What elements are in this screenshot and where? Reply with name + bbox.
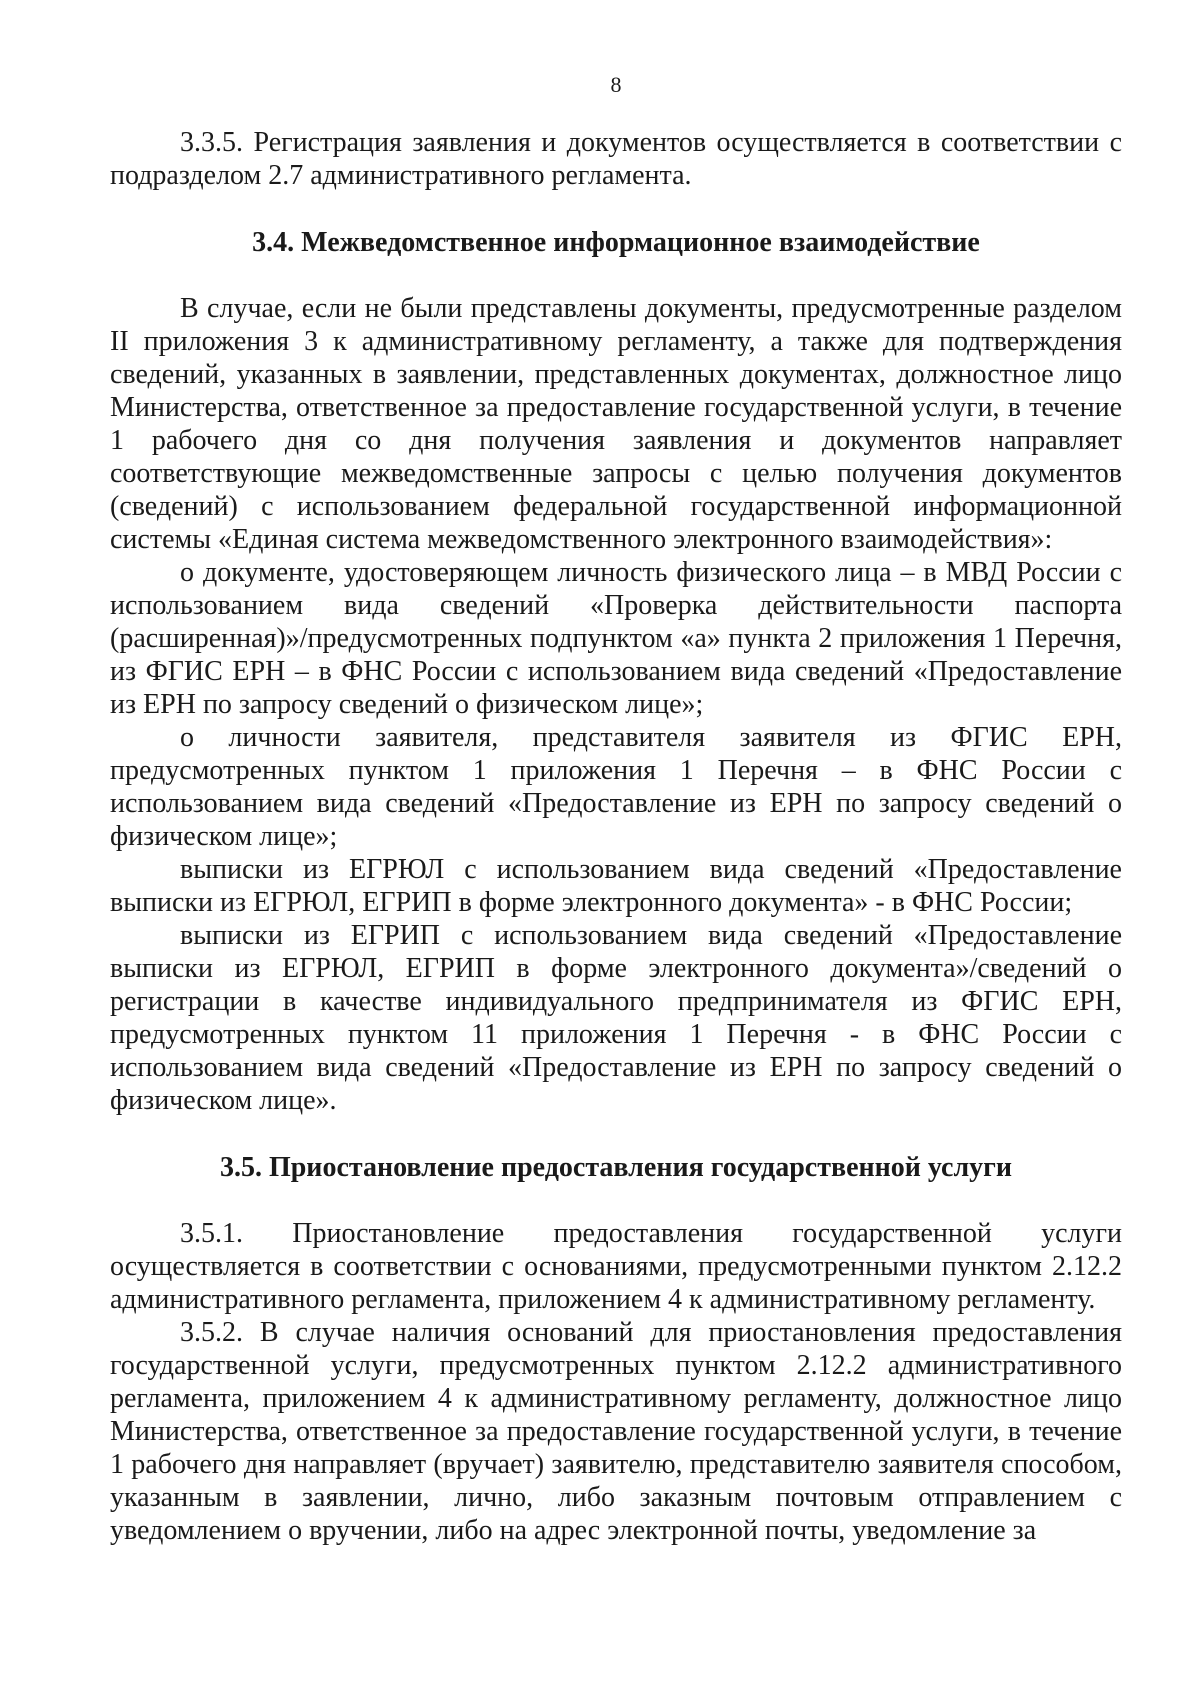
section-heading-3-4: 3.4. Межведомственное информационное взаимодействие (252, 227, 980, 258)
paragraph: В случае, если не были представлены документы, предусмотренные разделом II приложения 3 к административному регламенту, а также для подтверждения сведений, указанных в заявлении, представленных документах, должностное лицо Министерства, ответственное за предоставление государственной услуги, в течение 1 рабочего дня со дня получения заявления и документов направляет соответствующие межведомственные запросы с целью получения документов (сведений) с использованием федеральной государственной информационной системы «Единая система межведомственного электронного взаимодействия»: (110, 293, 1122, 555)
section-3-4-body (110, 292, 1122, 1117)
list-item: выписки из ЕГРЮЛ с использованием вида сведений «Предоставление выписки из ЕГРЮЛ, ЕГРИП в форме электронного документа» - в ФНС России; (110, 854, 1122, 918)
section-heading-3-5: 3.5. Приостановление предоставления государственной услуги (219, 1152, 1013, 1183)
section-3-5-body (110, 1217, 1122, 1547)
paragraph-3-3-5: 3.3.5. Регистрация заявления и документов осуществляется в соответствии с подразделом 2.7 административного регламента. (110, 127, 1122, 191)
paragraph-3-5-1: 3.5.1. Приостановление предоставления государственной услуги осуществляется в соответствии с основаниями, предусмотренными пунктом 2.12.2 административного регламента, приложением 4 к административному регламенту. (110, 1218, 1122, 1315)
paragraph-3-5-2: 3.5.2. В случае наличия оснований для приостановления предоставления государственной услуги, предусмотренных пунктом 2.12.2 административного регламента, приложением 4 к административному регламенту, должностное лицо Министерства, ответственное за предоставление государственной услуги, в течение 1 рабочего дня направляет (вручает) заявителю, представителю заявителя способом, указанным в заявлении, лично, либо заказным почтовым отправлением с уведомлением о вручении, либо на адрес электронной почты, уведомление за (110, 1317, 1122, 1546)
page-number: 8 (610, 72, 622, 97)
list-item: выписки из ЕГРИП с использованием вида сведений «Предоставление выписки из ЕГРЮЛ, ЕГРИП в форме электронного документа»/сведений о регистрации в качестве индивидуального предпринимателя из ФГИС ЕРН, предусмотренных пунктом 11 приложения 1 Перечня - в ФНС России с использованием вида сведений «Предоставление из ЕРН по запросу сведений о физическом лице». (110, 920, 1122, 1116)
list-item: о личности заявителя, представителя заявителя из ФГИС ЕРН, предусмотренных пунктом 1 приложения 1 Перечня – в ФНС России с использованием вида сведений «Предоставление из ЕРН по запросу сведений о физическом лице»; (110, 722, 1122, 852)
list-item: о документе, удостоверяющем личность физического лица – в МВД России с использованием вида сведений «Проверка действительности паспорта (расширенная)»/предусмотренных подпунктом «а» пункта 2 приложения 1 Перечня, из ФГИС ЕРН – в ФНС России с использованием вида сведений «Предоставление из ЕРН по запросу сведений о физическом лице»; (110, 557, 1122, 720)
